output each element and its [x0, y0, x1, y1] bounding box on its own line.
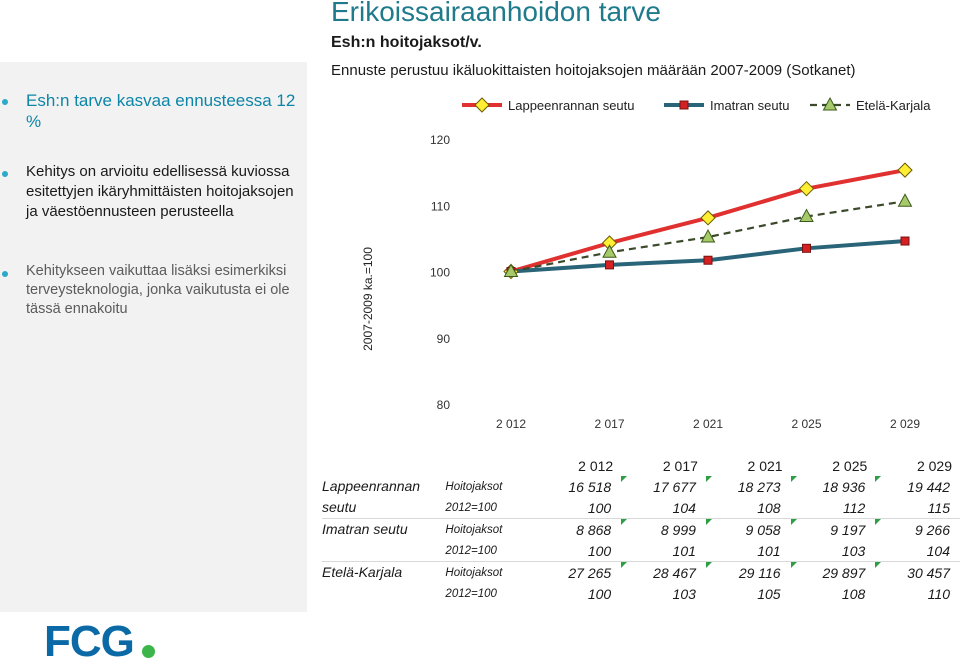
table-cell: 103 [841, 542, 866, 559]
legend-label: Imatran seutu [710, 98, 790, 113]
table-cell: 29 897 [791, 562, 876, 584]
legend-label: Etelä-Karjala [856, 98, 931, 113]
table-cell: 28 467 [621, 562, 706, 584]
table-cell: 9 266 [875, 519, 960, 541]
table-cell: 9 058 [706, 519, 791, 541]
table-cell: 110 [927, 585, 950, 602]
table-cell: 8 868 [537, 519, 622, 541]
data-point [606, 261, 614, 269]
table-cell: 101 [757, 542, 781, 559]
x-tick-label: 2 012 [495, 417, 527, 431]
y-tick-label: 90 [436, 331, 450, 346]
table-cell: 103 [672, 585, 696, 602]
region-label: Etelä-Karjala [322, 562, 445, 605]
metric-label: Hoitojaksot [445, 480, 503, 493]
year-header: 2 029 [916, 457, 952, 474]
x-tick-label: 2 017 [594, 417, 625, 431]
legend-marker [680, 101, 688, 109]
y-tick-label: 100 [429, 265, 450, 280]
metric-label: 2012=100 [445, 544, 497, 557]
bullet-method: Kehitys on arvioitu edellisessä kuviossa esitettyjen ikäryhmittäisten hoitojaksojen ja väestöennusteen perusteella [26, 162, 298, 221]
x-tick-label: 2 029 [889, 417, 921, 431]
region-label: Imatran seutu [322, 519, 445, 562]
table-cell: 29 116 [706, 562, 791, 584]
table-corner [445, 455, 536, 476]
data-point [603, 245, 616, 257]
year-header: 2 012 [578, 457, 614, 474]
left-text-panel [0, 62, 307, 612]
data-table [322, 455, 960, 604]
data-point [899, 194, 912, 206]
y-axis-label: 2007-2009 ka.=100 [361, 247, 375, 351]
year-header: 2 021 [747, 457, 783, 474]
table-cell: 108 [757, 499, 781, 516]
page-title: Erikoissairaanhoidon tarve [331, 0, 661, 27]
legend-marker [475, 98, 489, 112]
metric-label: 2012=100 [445, 587, 497, 600]
chart-subtitle: Esh:n hoitojaksot/v. [331, 34, 482, 51]
table-cell: 30 457 [875, 562, 960, 584]
chart-note: Ennuste perustuu ikäluokittaisten hoitojaksojen määrään 2007-2009 (Sotkanet) [331, 62, 856, 79]
table-corner [322, 455, 445, 476]
y-tick-label: 120 [429, 133, 450, 147]
data-point [803, 244, 811, 252]
data-point [704, 256, 712, 264]
table-cell: 9 197 [791, 519, 876, 541]
table-cell: 27 265 [537, 562, 622, 584]
x-tick-label: 2 021 [692, 417, 724, 431]
data-point [701, 211, 715, 225]
metric-label: Hoitojaksot [445, 519, 536, 541]
line-chart [320, 84, 950, 444]
table-cell: 16 518 [568, 478, 612, 495]
table-cell: 100 [587, 585, 612, 602]
y-tick-label: 80 [436, 398, 450, 412]
table-cell: 104 [672, 499, 696, 516]
table-cell: 104 [926, 542, 950, 559]
table-header-row [322, 455, 960, 476]
table-cell: 105 [757, 585, 781, 602]
table-cell: 100 [587, 499, 612, 516]
table-row [322, 476, 960, 497]
year-header: 2 025 [832, 457, 868, 474]
bullet-technology: Kehitykseen vaikuttaa lisäksi esimerkiksi terveysteknologia, jonka vaikutusta ei ole tässä ennakoitu [26, 262, 298, 319]
data-point [800, 182, 814, 196]
table-row [322, 519, 960, 541]
table-cell: 19 442 [875, 476, 960, 497]
region-label: Lappeenrannan seutu [322, 478, 421, 515]
table-row [322, 562, 960, 584]
table-cell: 18 273 [706, 476, 791, 497]
table-cell: 8 999 [621, 519, 706, 541]
y-tick-label: 110 [430, 199, 450, 214]
metric-label: 2012=100 [445, 501, 497, 514]
table-cell: 112 [842, 499, 866, 516]
table-cell: 18 936 [791, 476, 876, 497]
table-cell: 108 [841, 585, 866, 602]
logo-dot-icon [142, 645, 155, 658]
year-header: 2 017 [662, 457, 698, 474]
fcg-logo: FCG [44, 617, 134, 666]
table-cell: 115 [927, 499, 950, 516]
data-point [901, 237, 909, 245]
bullet-forecast-growth: Esh:n tarve kasvaa ennusteessa 12 % [26, 90, 298, 133]
metric-label: Hoitojaksot [445, 562, 536, 584]
table-cell: 100 [587, 542, 612, 559]
data-point [898, 163, 912, 177]
table-cell: 17 677 [621, 476, 706, 497]
table-cell: 101 [672, 542, 696, 559]
legend-label: Lappeenrannan seutu [508, 98, 635, 113]
x-tick-label: 2 025 [791, 417, 822, 431]
